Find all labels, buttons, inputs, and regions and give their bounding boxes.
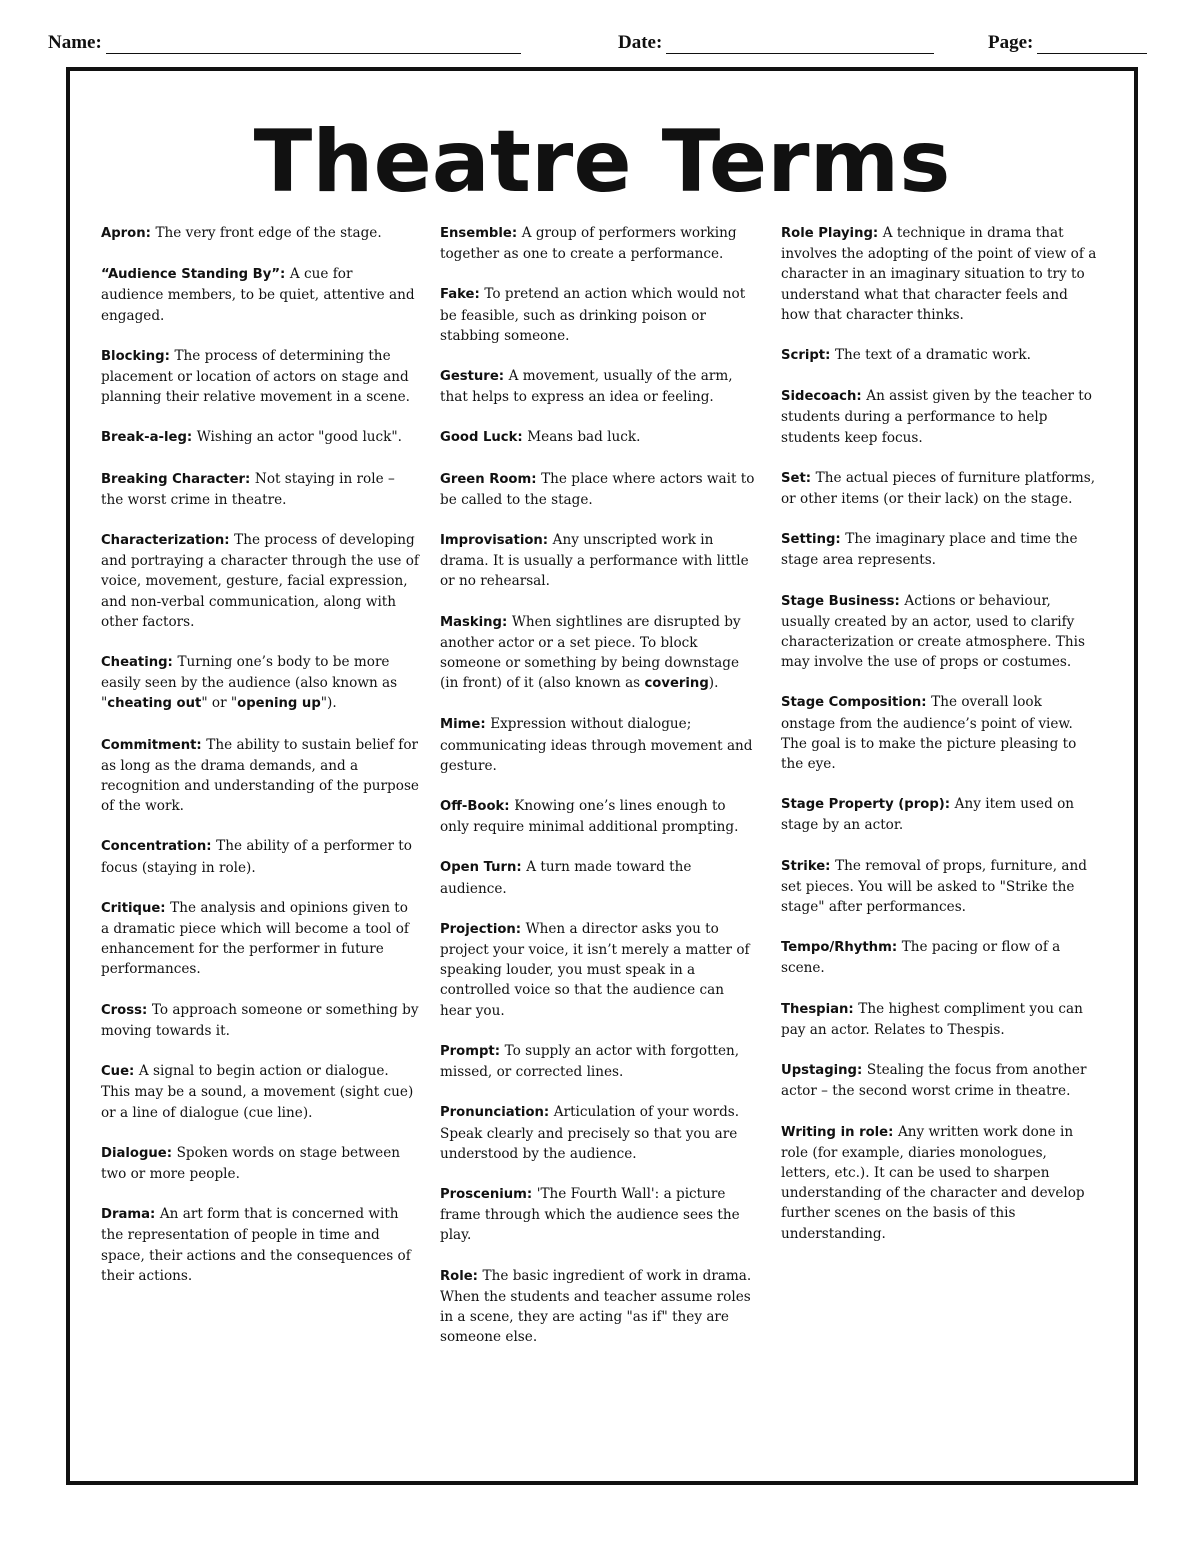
glossary-entry [101,530,419,632]
glossary-definition: A turn made toward the audience. [440,859,692,897]
glossary-entry [101,264,419,326]
glossary-definition: When sightlines are disrupted by another actor or a set piece. To block someone or something by being downstage (in front) of it (also known as [440,613,741,692]
glossary-definition: Expression without dialogue; communicating ideas through movement and gesture. [440,716,753,774]
glossary-entry [781,386,1099,448]
glossary-entry [781,937,1099,978]
glossary-term: Green Room: [440,471,537,487]
glossary-entry [101,652,419,715]
glossary-definition: The actual pieces of furniture platforms, or other items (or their lack) on the stage. [781,469,1096,508]
glossary-entry [440,1266,758,1348]
name-field [48,32,521,54]
glossary-term: Characterization: [101,533,230,549]
glossary-definition: A signal to begin action or dialogue. This may be a sound, a movement (sight cue) or a line of dialogue (cue line). [101,1063,414,1121]
page-field [988,32,1147,54]
glossary-entry [781,345,1099,366]
glossary-entry [101,1061,419,1123]
glossary-entry [781,999,1099,1040]
glossary-definition: An art form that is concerned with the representation of people in time and space, their actions and the consequences of their actions. [101,1206,411,1284]
glossary-term: Commitment: [101,737,202,753]
glossary-definition: The very front edge of the stage. [155,225,382,241]
glossary-entry [440,469,758,510]
glossary-definition: 'The Fourth Wall': a picture frame through which the audience sees the play. [440,1185,740,1244]
glossary-entry [781,1060,1099,1101]
terms-column-left [101,223,419,1306]
glossary-definition: Any unscripted work in drama. It is usually a performance with little or no rehearsal. [440,532,749,590]
glossary-definition: The pacing or flow of a scene. [781,939,1061,977]
name-blank-line[interactable] [106,37,521,54]
glossary-term: Projection: [440,921,522,937]
glossary-term: Setting: [781,532,841,548]
glossary-definition: Any written work done in role (for example, diaries monologues, letters, etc.). It can be used to sharpen understanding of the character and develop further scenes on the basis of this understanding. [781,1123,1085,1242]
glossary-entry [781,591,1099,673]
glossary-entry [781,1122,1099,1244]
glossary-term: Stage Composition: [781,695,927,711]
glossary-term: Script: [781,348,831,364]
glossary-term: Proscenium: [440,1186,533,1202]
page-title: Theatre Terms [253,112,951,212]
glossary-entry [440,612,758,695]
glossary-entry [781,468,1099,509]
glossary-definition: To approach someone or something by moving towards it. [101,1001,419,1039]
glossary-definition: Means bad luck. [527,429,641,446]
glossary-definition: The basic ingredient of work in drama. When the students and teacher assume roles in a scene, they are acting "as if" they are someone else. [440,1267,752,1346]
glossary-definition: An assist given by the teacher to students during a performance to help students keep focus. [781,388,1092,446]
glossary-term: Prompt: [440,1043,500,1059]
glossary-entry [440,796,758,837]
glossary-definition: Turning one’s body to be more easily seen by the audience (also known as " [101,654,398,712]
glossary-entry [440,284,758,346]
name-label: Name: [48,32,102,53]
glossary-definition: To supply an actor with forgotten, missed, or corrected lines. [440,1042,740,1081]
glossary-entry [781,856,1099,918]
glossary-definition: A movement, usually of the arm, that helps to express an idea or feeling. [440,368,733,406]
glossary-term: Cheating: [101,655,173,671]
glossary-definition: The text of a dramatic work. [834,347,1031,364]
glossary-definition: Any item used on stage by an actor. [781,796,1075,834]
glossary-term: Blocking: [101,348,170,364]
glossary-term: Critique: [101,900,166,916]
date-label: Date: [618,32,663,53]
glossary-entry [440,1041,758,1082]
glossary-definition: To pretend an action which would not be feasible, such as drinking poison or stabbing someone. [440,286,746,344]
glossary-term: “Audience Standing By”: [101,267,286,283]
worksheet-header [48,30,1153,62]
glossary-term: Pronunciation: [440,1105,550,1121]
glossary-term: Improvisation: [440,533,549,549]
glossary-term: Role Playing: [781,226,879,241]
glossary-entry [781,692,1099,774]
glossary-term: Good Luck: [440,430,523,446]
glossary-term: Mime: [440,717,486,733]
glossary-definition: The place where actors wait to be called to the stage. [440,470,755,508]
glossary-term: Open Turn: [440,860,522,876]
glossary-term: Concentration: [101,839,212,855]
glossary-term: Gesture: [440,369,505,385]
definition-text: ). [708,675,719,692]
glossary-entry [440,427,758,448]
glossary-term: Thespian: [781,1001,854,1017]
glossary-term: Masking: [440,614,508,630]
glossary-definition: A group of performers working together as one to create a performance. [440,225,737,263]
glossary-definition: Spoken words on stage between two or more people. [101,1144,401,1182]
glossary-entry [101,346,419,408]
glossary-entry [440,1102,758,1164]
glossary-definition: The ability of a performer to focus (staying in role). [101,838,412,876]
glossary-definition: Not staying in role – the worst crime in theatre. [101,470,395,508]
glossary-entry [440,1184,758,1246]
glossary-definition: Stealing the focus from another actor – the second worst crime in theatre. [781,1062,1087,1100]
page-border-frame [66,67,1138,1485]
glossary-term: Apron: [101,226,151,241]
glossary-term: Upstaging: [781,1063,863,1079]
glossary-entry [101,223,419,244]
glossary-term: Set: [781,470,812,486]
glossary-entry [101,1000,419,1041]
glossary-term: Breaking Character: [101,471,251,487]
glossary-definition: The analysis and opinions given to a dramatic piece which will become a tool of enhancement for the performer in future performances. [101,899,409,978]
page-blank-line[interactable] [1037,37,1147,54]
glossary-definition: When a director asks you to project your voice, it isn’t merely a matter of speaking louder, you must speak in a controlled voice so that the audience can hear you. [440,920,750,1019]
glossary-entry [781,223,1099,325]
glossary-entry [101,1204,419,1286]
terms-column-middle [440,223,758,1367]
glossary-term: Off-Book: [440,799,510,815]
glossary-definition: The imaginary place and time the stage area represents. [781,531,1078,569]
glossary-term: Cross: [101,1002,148,1018]
terms-column-right [781,223,1099,1264]
glossary-entry [440,857,758,898]
glossary-definition: The process of determining the placement or location of actors on stage and planning their relative movement in a scene. [101,347,410,406]
glossary-entry [101,427,419,448]
glossary-entry [440,530,758,592]
glossary-definition: A cue for audience members, to be quiet, attentive and engaged. [101,266,415,324]
definition-text: "). [320,695,337,712]
glossary-term: Stage Property (prop): [781,797,951,813]
glossary-definition: A technique in drama that involves the adopting of the point of view of a character in an imaginary situation to try to understand what that character feels and how that character thinks. [781,225,1097,323]
glossary-term: Cue: [101,1064,135,1080]
glossary-definition: The overall look onstage from the audience’s point of view. The goal is to make the picture pleasing to the eye. [781,694,1077,773]
glossary-definition: Articulation of your words. Speak clearly and precisely so that you are understood by the audience. [440,1104,740,1162]
glossary-definition: Wishing an actor "good luck". [196,429,402,446]
glossary-definition: Actions or behaviour, usually created by an actor, used to clarify characterization or create atmosphere. This may involve the use of props or costumes. [781,592,1085,671]
glossary-term: Writing in role: [781,1124,894,1140]
glossary-entry [440,366,758,407]
glossary-term: Ensemble: [440,226,518,241]
definition-text: " or " [201,695,238,712]
glossary-entry [440,919,758,1021]
glossary-definition: The removal of props, furniture, and set pieces. You will be asked to "Strike the stage" after performances. [781,857,1087,916]
glossary-entry [101,836,419,877]
glossary-term: Sidecoach: [781,389,862,405]
glossary-term: Tempo/Rhythm: [781,940,898,956]
glossary-entry [101,1143,419,1184]
glossary-entry [781,529,1099,570]
glossary-entry [440,714,758,776]
glossary-term: Stage Business: [781,593,900,609]
glossary-term: Strike: [781,858,831,874]
glossary-definition: The highest compliment you can pay an actor. Relates to Thespis. [781,1000,1083,1038]
date-blank-line[interactable] [666,37,934,54]
glossary-term: Break-a-leg: [101,430,193,446]
glossary-definition: Knowing one’s lines enough to only require minimal additional prompting. [440,798,739,836]
glossary-term: Drama: [101,1207,156,1223]
emphasis-term: cheating out [107,696,202,712]
glossary-definition: The ability to sustain belief for as long as the drama demands, and a recognition and understanding of the purpose of the work. [101,736,419,815]
emphasis-term: covering [644,676,709,692]
date-field [618,32,934,54]
glossary-definition: The process of developing and portraying a character through the use of voice, movement, gesture, facial expression, and non-verbal communication, along with other factors. [101,532,419,630]
glossary-entry [101,469,419,510]
glossary-entry [781,794,1099,835]
glossary-term: Fake: [440,287,480,303]
page-label: Page: [988,32,1034,53]
emphasis-term: opening up [237,696,321,712]
glossary-entry [101,898,419,980]
glossary-term: Role: [440,1268,478,1284]
glossary-entry [440,223,758,264]
glossary-entry [101,735,419,817]
glossary-term: Dialogue: [101,1145,172,1161]
